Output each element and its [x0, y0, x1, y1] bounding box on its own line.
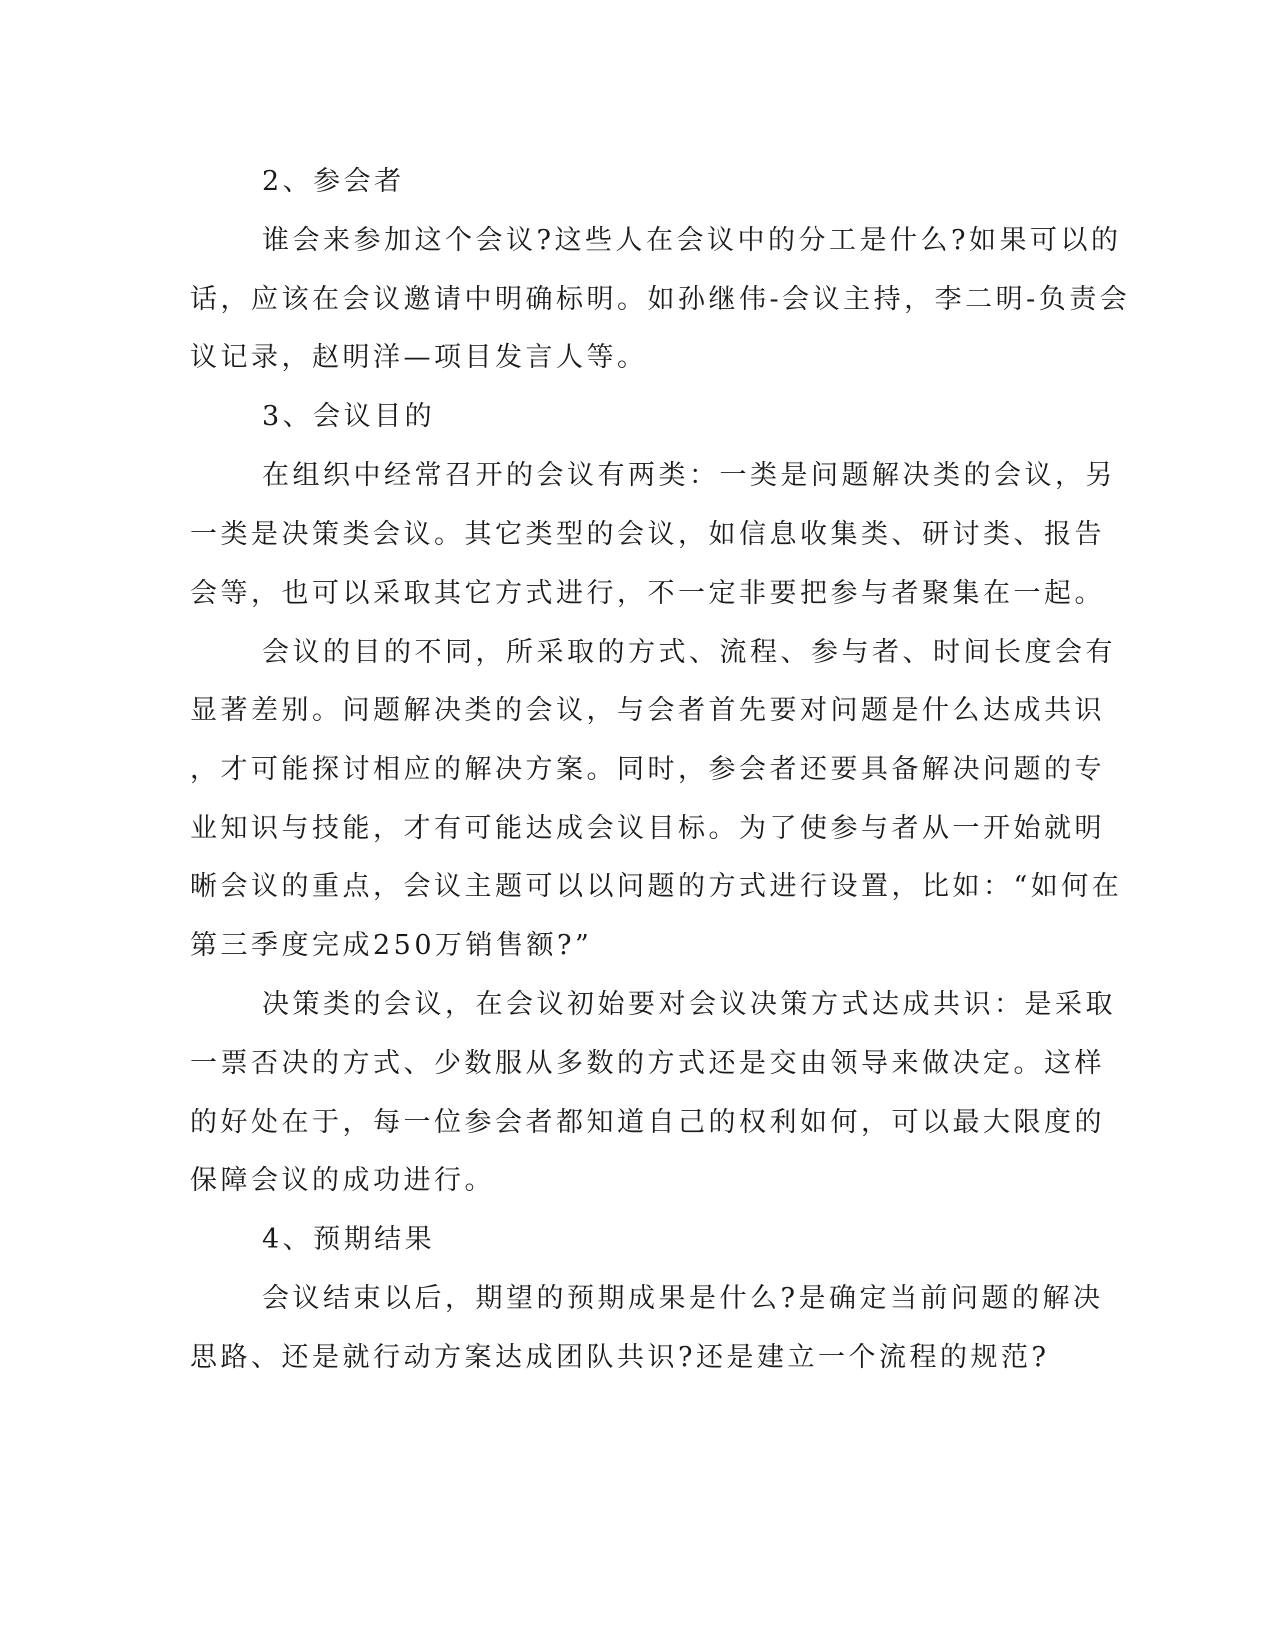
paragraph-line: 第三季度完成250万销售额?” — [190, 930, 593, 961]
paragraph-line: 话，应该在会议邀请中明确标明。如孙继伟-会议主持，李二明-负责会 — [190, 284, 1131, 315]
paragraph-line: 谁会来参加这个会议?这些人在会议中的分工是什么?如果可以的 — [262, 225, 1122, 256]
paragraph-line: 会议的目的不同，所采取的方式、流程、参与者、时间长度会有 — [262, 637, 1116, 668]
paragraph-line: 的好处在于，每一位参会者都知道自己的权利如何，可以最大限度的 — [190, 1107, 1105, 1138]
paragraph-line: ，才可能探讨相应的解决方案。同时，参会者还要具备解决问题的专 — [190, 754, 1105, 785]
paragraph-line: 议记录，赵明洋—项目发言人等。 — [190, 342, 648, 373]
section-heading-expected-results: 4、预期结果 — [262, 1224, 436, 1255]
paragraph-line: 一类是决策类会议。其它类型的会议，如信息收集类、研讨类、报告 — [190, 519, 1105, 550]
paragraph-line: 思路、还是就行动方案达成团队共识?还是建立一个流程的规范? — [190, 1342, 1050, 1373]
paragraph-line: 显著差别。问题解决类的会议，与会者首先要对问题是什么达成共识 — [190, 695, 1105, 726]
paragraph-line: 会等，也可以采取其它方式进行，不一定非要把参与者聚集在一起。 — [190, 578, 1105, 609]
paragraph-line: 会议结束以后，期望的预期成果是什么?是确定当前问题的解决 — [262, 1283, 1104, 1314]
section-heading-attendees: 2、参会者 — [262, 166, 405, 197]
section-heading-purpose: 3、会议目的 — [262, 401, 436, 432]
paragraph-line: 一票否决的方式、少数服从多数的方式还是交由领导来做决定。这样 — [190, 1048, 1105, 1079]
paragraph-line: 决策类的会议，在会议初始要对会议决策方式达成共识：是采取 — [262, 989, 1116, 1020]
paragraph-line: 在组织中经常召开的会议有两类：一类是问题解决类的会议，另 — [262, 460, 1116, 491]
paragraph-line: 业知识与技能，才有可能达成会议目标。为了使参与者从一开始就明 — [190, 813, 1105, 844]
paragraph-line: 晰会议的重点，会议主题可以以问题的方式进行设置，比如：“如何在 — [190, 871, 1123, 902]
paragraph-line: 保障会议的成功进行。 — [190, 1165, 495, 1196]
